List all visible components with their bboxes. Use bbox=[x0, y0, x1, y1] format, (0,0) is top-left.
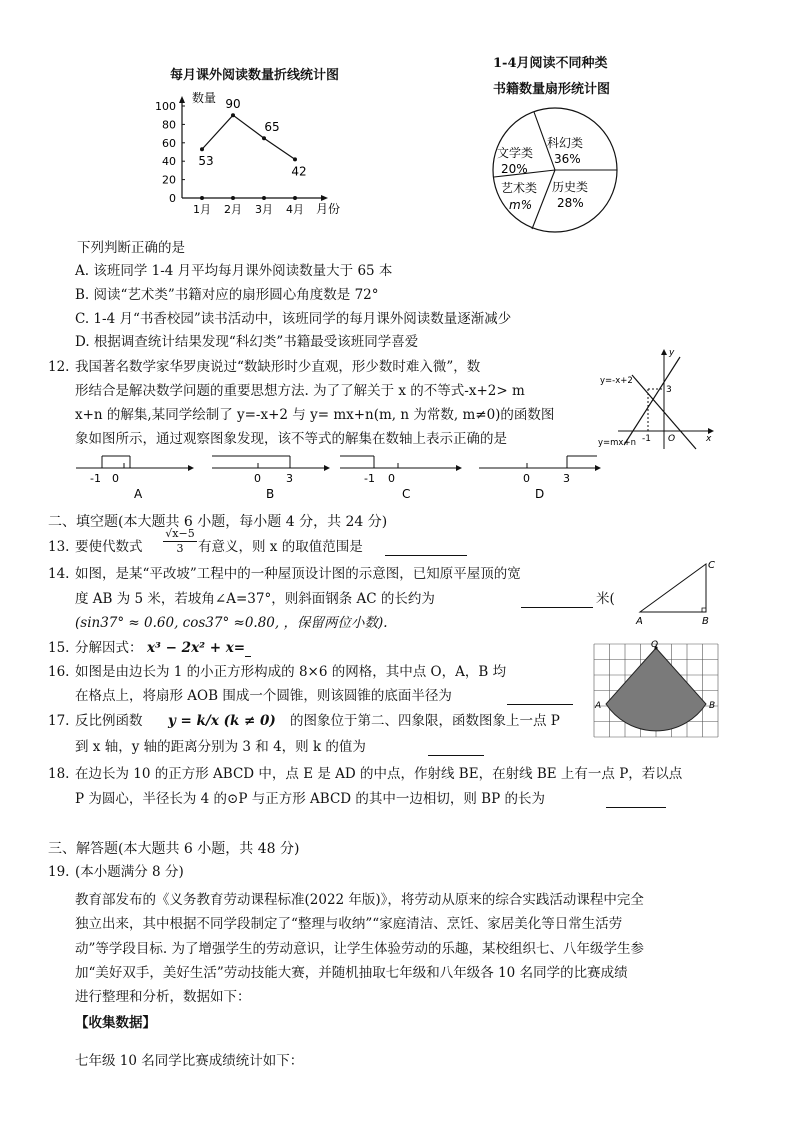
svg-text:3: 3 bbox=[286, 472, 293, 485]
q17-answer-blank[interactable] bbox=[428, 741, 484, 756]
q19-para-1: 教育部发布的《义务教育劳动课程标准(2022 年版)》，将劳动从原来的综合实践活动课程中完全 bbox=[75, 892, 644, 908]
y-tick-label: 0 bbox=[169, 192, 176, 205]
q13-frac-numerator: √x−5 bbox=[163, 527, 197, 542]
point-a: A bbox=[595, 701, 602, 711]
q12-function-graph bbox=[598, 345, 718, 455]
x-tick-dot bbox=[200, 196, 204, 200]
slice-label-art: 艺术类 bbox=[501, 181, 538, 195]
q19-collect-heading: 【收集数据】 bbox=[75, 1015, 156, 1031]
data-point bbox=[262, 136, 266, 140]
q13-post: 有意义，则 x 的取值范围是 bbox=[198, 539, 363, 555]
y-tick-label: 60 bbox=[162, 136, 176, 150]
label-x: x bbox=[706, 434, 712, 444]
label-neg1: -1 bbox=[642, 434, 651, 444]
q14-triangle-figure bbox=[632, 558, 722, 628]
q15-number: 15. bbox=[48, 640, 70, 656]
q17-line2: 到 x 轴，y 轴的距离分别为 3 和 4，则 k 的值为 bbox=[75, 739, 366, 755]
point-a: A bbox=[636, 616, 643, 627]
x-tick-label: 3月 bbox=[255, 203, 273, 216]
label-origin: O bbox=[668, 434, 676, 444]
q16-line1: 如图是由边长为 1 的小正方形构成的 8×6 的网格，其中点 O，A，B 均 bbox=[75, 664, 507, 680]
y-tick-label: 20 bbox=[162, 173, 176, 187]
q13-number: 13. bbox=[48, 539, 70, 555]
q14-answer-blank[interactable] bbox=[521, 593, 593, 608]
data-point bbox=[200, 147, 204, 151]
y-tick-label: 100 bbox=[155, 100, 176, 113]
x-tick-label: 2月 bbox=[224, 203, 242, 216]
x-tick-dot bbox=[262, 196, 266, 200]
q19-para-5: 进行整理和分析，数据如下： bbox=[75, 989, 251, 1005]
q12-number: 12. bbox=[48, 359, 70, 375]
q11-option-a: A. 该班同学 1-4 月平均每月课外阅读数量大于 65 本 bbox=[75, 263, 393, 279]
point-o: O bbox=[651, 640, 659, 650]
q11-option-d: D. 根据调查统计结果发现“科幻类”书籍最受该班同学喜爱 bbox=[75, 334, 419, 350]
q17-number: 17. bbox=[48, 713, 70, 729]
slice-label-literature: 文学类 bbox=[497, 146, 534, 160]
q12-line1: 我国著名数学家华罗庚说过“数缺形时少直观，形少数时难入微”，数 bbox=[75, 359, 481, 375]
q16-line2: 在格点上，将扇形 AOB 围成一个圆锥，则该圆锥的底面半径为 bbox=[75, 688, 452, 704]
q14-line2a: 度 AB 为 5 米，若坡角∠A=37°，则斜面钢条 AC 的长约为 bbox=[75, 591, 435, 607]
q11-prompt: 下列判断正确的是 bbox=[77, 240, 185, 256]
q16-grid-figure bbox=[590, 640, 722, 742]
q14-number: 14. bbox=[48, 566, 70, 582]
numberline-a bbox=[72, 450, 197, 500]
svg-text:0: 0 bbox=[388, 472, 395, 485]
numberline-c bbox=[336, 450, 466, 500]
q17-pre: 反比例函数 bbox=[75, 713, 143, 729]
label-line2: y=mx+n bbox=[598, 438, 636, 448]
svg-text:-1: -1 bbox=[90, 472, 101, 485]
q15-answer-blank[interactable] bbox=[245, 642, 251, 657]
q13-frac-denominator: 3 bbox=[176, 542, 184, 555]
option-letter-a: A bbox=[134, 487, 143, 500]
q13-pre: 要使代数式 bbox=[75, 539, 143, 555]
q16-answer-blank[interactable] bbox=[507, 690, 573, 705]
svg-text:0: 0 bbox=[523, 472, 530, 485]
y-axis-arrow bbox=[179, 96, 185, 103]
data-label: 42 bbox=[291, 164, 307, 179]
data-label: 53 bbox=[198, 154, 214, 169]
pie-title-line1: 1-4月阅读不同种类 bbox=[493, 56, 608, 71]
q11-option-c: C. 1-4 月“书香校园”读书活动中，该班同学的每月课外阅读数量逐渐减少 bbox=[75, 311, 512, 327]
section-3-heading: 三、解答题(本大题共 6 小题，共 48 分) bbox=[48, 841, 300, 857]
slice-value-scifi: 36% bbox=[554, 152, 581, 166]
point-b: B bbox=[709, 701, 716, 711]
data-point bbox=[293, 157, 297, 161]
data-label: 90 bbox=[225, 97, 241, 112]
x-tick-label: 4月 bbox=[286, 203, 304, 216]
option-letter-c: C bbox=[402, 487, 411, 500]
numberline-b bbox=[208, 450, 333, 500]
sector-aob bbox=[606, 648, 706, 731]
point-b: B bbox=[702, 616, 709, 627]
q16-number: 16. bbox=[48, 664, 70, 680]
svg-text:0: 0 bbox=[254, 472, 261, 485]
x-axis-title: 月份 bbox=[316, 202, 341, 216]
q19-para-3: 动”等学段目标. 为了增强学生的劳动意识，让学生体验劳动的乐趣，某校组织七、八年级学生参 bbox=[75, 941, 644, 957]
slice-label-scifi: 科幻类 bbox=[547, 136, 584, 150]
line-y-mx-plus-n bbox=[624, 357, 680, 445]
q14-line1: 如图，是某“平改坡”工程中的一种屋顶设计图的示意图，已知原平屋顶的宽 bbox=[75, 566, 521, 582]
numberline-d bbox=[475, 450, 605, 500]
label-line1: y=-x+2 bbox=[600, 376, 633, 386]
q17-expression: y = k/x (k ≠ 0) bbox=[168, 713, 276, 729]
section-2-heading: 二、填空题(本大题共 6 小题，每小题 4 分，共 24 分) bbox=[48, 514, 388, 530]
q14-line3: (sin37° ≈ 0.60, cos37° ≈0.80, ，保留两位小数). bbox=[75, 615, 388, 631]
pie-chart bbox=[485, 105, 625, 235]
q19-grade7-caption: 七年级 10 名同学比赛成绩统计如下： bbox=[75, 1053, 304, 1069]
right-angle-mark bbox=[702, 608, 706, 612]
point-c: C bbox=[708, 560, 715, 571]
x-tick-dot bbox=[231, 196, 235, 200]
svg-text:-1: -1 bbox=[364, 472, 375, 485]
q19-head: (本小题满分 8 分) bbox=[75, 864, 184, 880]
line-chart bbox=[150, 88, 370, 218]
triangle-abc bbox=[640, 564, 706, 612]
q12-line4: 象如图所示，通过观察图象发现，该不等式的解集在数轴上表示正确的是 bbox=[75, 431, 507, 447]
q14-line2b: 米( bbox=[596, 591, 615, 607]
x-tick-label: 1月 bbox=[193, 203, 211, 216]
q19-para-4: 加“美好双手，美好生活”劳动技能大赛，并随机抽取七年级和八年级各 10 名同学的比赛成绩 bbox=[75, 965, 628, 981]
line-series bbox=[202, 115, 295, 159]
y-axis-title: 数量 bbox=[192, 91, 217, 105]
q12-line2: 形结合是解决数学问题的重要思想方法. 为了了解关于 x 的不等式-x+2> m bbox=[75, 383, 525, 399]
svg-text:3: 3 bbox=[563, 472, 570, 485]
option-letter-b: B bbox=[266, 487, 275, 500]
q18-number: 18. bbox=[48, 766, 70, 782]
pie-divider bbox=[532, 170, 555, 229]
pie-title-line2: 书籍数量扇形统计图 bbox=[493, 82, 611, 97]
q12-line3: x+n 的解集,某同学绘制了 y=-x+2 与 y= mx+n(m, n 为常数, m≠0)的函数图 bbox=[75, 407, 555, 423]
q13-answer-blank[interactable] bbox=[385, 541, 467, 556]
line-chart-title: 每月课外阅读数量折线统计图 bbox=[170, 68, 340, 83]
q19-para-2: 独立出来，其中根据不同学段制定了“整理与收纳”“家庭清洁、烹饪、家居美化等日常生活劳 bbox=[75, 916, 623, 932]
x-tick-dot bbox=[293, 196, 297, 200]
slice-value-literature: 20% bbox=[501, 162, 528, 176]
option-letter-d: D bbox=[535, 487, 545, 500]
label-three: 3 bbox=[666, 385, 672, 395]
slice-value-history: 28% bbox=[557, 196, 584, 210]
y-tick-label: 80 bbox=[162, 118, 176, 132]
x-axis-arrow bbox=[321, 195, 328, 201]
q15-expression: x³ − 2x² + x= bbox=[147, 640, 246, 656]
q13-fraction bbox=[163, 527, 197, 556]
slice-value-art: m% bbox=[509, 198, 533, 212]
svg-text:0: 0 bbox=[112, 472, 119, 485]
data-point bbox=[231, 113, 235, 117]
q15-pre: 分解因式： bbox=[75, 640, 143, 656]
label-y: y bbox=[669, 348, 675, 358]
q18-line2: P 为圆心，半径长为 4 的⊙P 与正方形 ABCD 的其中一边相切，则 BP 的长为 bbox=[75, 791, 545, 807]
q18-answer-blank[interactable] bbox=[606, 793, 666, 808]
y-tick-label: 40 bbox=[162, 155, 176, 169]
slice-label-history: 历史类 bbox=[552, 180, 589, 194]
q18-line1: 在边长为 10 的正方形 ABCD 中，点 E 是 AD 的中点，作射线 BE，在射线 BE 上有一点 P，若以点 bbox=[75, 766, 683, 782]
q19-number: 19. bbox=[48, 864, 70, 880]
data-label: 65 bbox=[264, 120, 280, 135]
q17-post: 的图象位于第二、四象限，函数图象上一点 P bbox=[290, 713, 560, 729]
q11-option-b: B. 阅读“艺术类”书籍对应的扇形圆心角度数是 72° bbox=[75, 287, 379, 303]
